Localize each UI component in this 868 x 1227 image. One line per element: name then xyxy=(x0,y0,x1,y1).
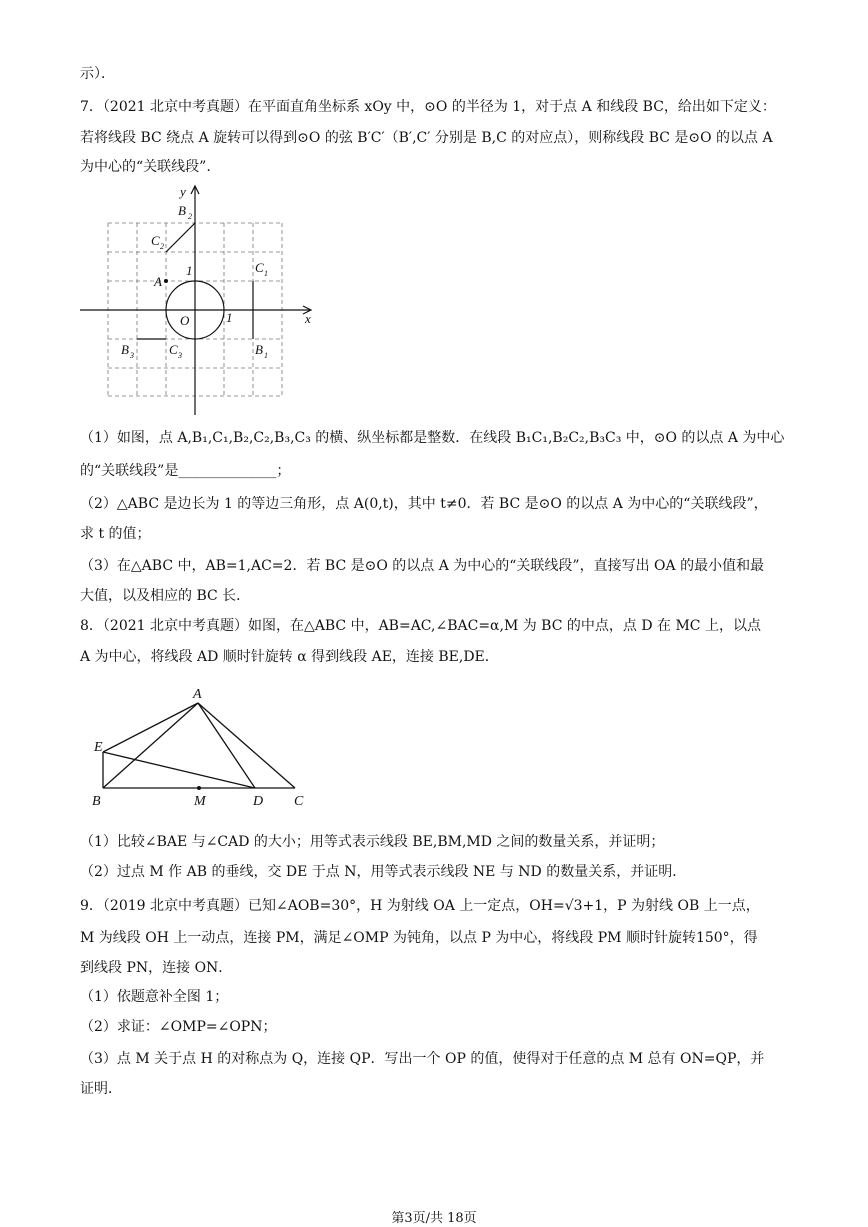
q8-triangle-figure xyxy=(85,680,315,810)
q7-part2-line-1: （2）△ABC 是边长为 1 的等边三角形，点 A(0,t)，其中 t≠0．若 BC 是⊙O 的以点 A 为中心的“关联线段”， xyxy=(80,496,768,512)
q8-line-1: 8．（2021 北京中考真题）如图，在△ABC 中，AB=AC,∠BAC=α,M 为 BC 的中点，点 D 在 MC 上，以点 xyxy=(80,618,761,634)
svg-text:1: 1 xyxy=(264,269,268,278)
label-c: C xyxy=(294,794,304,809)
q9-part2: （2）求证：∠OMP=∠OPN； xyxy=(80,1019,277,1035)
q8-part2: （2）过点 M 作 AB 的垂线，交 DE 于点 N，用等式表示线段 NE 与 ND 的数量关系，并证明． xyxy=(80,864,687,880)
q9-part3-line-2: 证明． xyxy=(80,1081,122,1097)
svg-text:3: 3 xyxy=(130,351,134,360)
label-m: M xyxy=(194,794,206,809)
q9-line-1: 9．（2019 北京中考真题）已知∠AOB=30°，H 为射线 OA 上一定点，OH=√3+1，P 为射线 OB 上一点， xyxy=(80,898,760,914)
q7-part1-line-1: （1）如图，点 A,B₁,C₁,B₂,C₂,B₃,C₃ 的横、纵坐标都是整数．在线段 B₁C₁,B₂C₂,B₃C₃ 中，⊙O 的以点 A 为中心 xyxy=(80,430,785,446)
label-c2: C xyxy=(151,233,160,248)
q9-line-3: 到线段 PN，连接 ON． xyxy=(80,960,233,976)
label-d: D xyxy=(253,794,264,809)
q7-part1-line-2: 的“关联线段”是______________； xyxy=(80,463,291,479)
segment-b2c2 xyxy=(166,223,195,252)
label-a: A xyxy=(193,687,202,702)
q7-line-2: 若将线段 BC 绕点 A 旋转可以得到⊙O 的弦 B′C′（B′,C′ 分别是 B,C 的对应点），则称线段 BC 是⊙O 的以点 A xyxy=(80,130,773,146)
q7-coordinate-figure xyxy=(70,180,330,420)
q8-line-2: A 为中心，将线段 AD 顺时针旋转 α 得到线段 AE，连接 BE,DE． xyxy=(80,649,499,665)
y-axis-label: y xyxy=(180,184,186,199)
q8-part1: （1）比较∠BAE 与∠CAD 的大小；用等式表示线段 BE,BM,MD 之间的数量关系，并证明； xyxy=(80,834,665,850)
label-b1: B xyxy=(255,342,263,357)
q9-part1: （1）依题意补全图 1； xyxy=(80,989,229,1005)
label-b2: B xyxy=(178,203,186,218)
svg-text:2: 2 xyxy=(188,212,192,221)
page-footer: 第3页/共 18页 xyxy=(391,1211,477,1226)
one-x-label: 1 xyxy=(226,310,233,325)
svg-text:3: 3 xyxy=(178,351,182,360)
q9-part3-line-1: （3）点 M 关于点 H 的对称点为 Q，连接 QP．写出一个 OP 的值，使得对于任意的点 M 总有 ON=QP，并 xyxy=(80,1051,765,1067)
label-a: A xyxy=(154,274,162,289)
label-b3: B xyxy=(121,342,129,357)
q7-line-3: 为中心的“关联线段”. xyxy=(80,159,211,175)
text-line-continuation: 示）． xyxy=(80,66,115,82)
q7-part2-line-2: 求 t 的值； xyxy=(80,526,151,542)
label-c3: C xyxy=(169,342,178,357)
point-a xyxy=(164,279,168,283)
origin-label: O xyxy=(180,313,190,328)
q7-part3-line-1: （3）在△ABC 中，AB=1,AC=2．若 BC 是⊙O 的以点 A 为中心的“关联线段”，直接写出 OA 的最小值和最 xyxy=(80,558,765,574)
label-b: B xyxy=(92,794,101,809)
point-m xyxy=(197,786,201,790)
q9-line-2: M 为线段 OH 上一动点，连接 PM，满足∠OMP 为钝角，以点 P 为中心，将线段 PM 顺时针旋转150°，得 xyxy=(80,930,758,946)
q7-part3-line-2: 大值，以及相应的 BC 长． xyxy=(80,588,251,604)
label-c1: C xyxy=(255,260,264,275)
x-axis-label: x xyxy=(305,311,311,326)
svg-text:1: 1 xyxy=(264,351,268,360)
svg-text:2: 2 xyxy=(160,242,164,251)
one-y-label: 1 xyxy=(186,263,193,278)
label-e: E xyxy=(94,740,103,755)
q7-line-1: 7．（2021 北京中考真题）在平面直角坐标系 xOy 中，⊙O 的半径为 1，对于点 A 和线段 BC，给出如下定义： xyxy=(80,99,776,115)
